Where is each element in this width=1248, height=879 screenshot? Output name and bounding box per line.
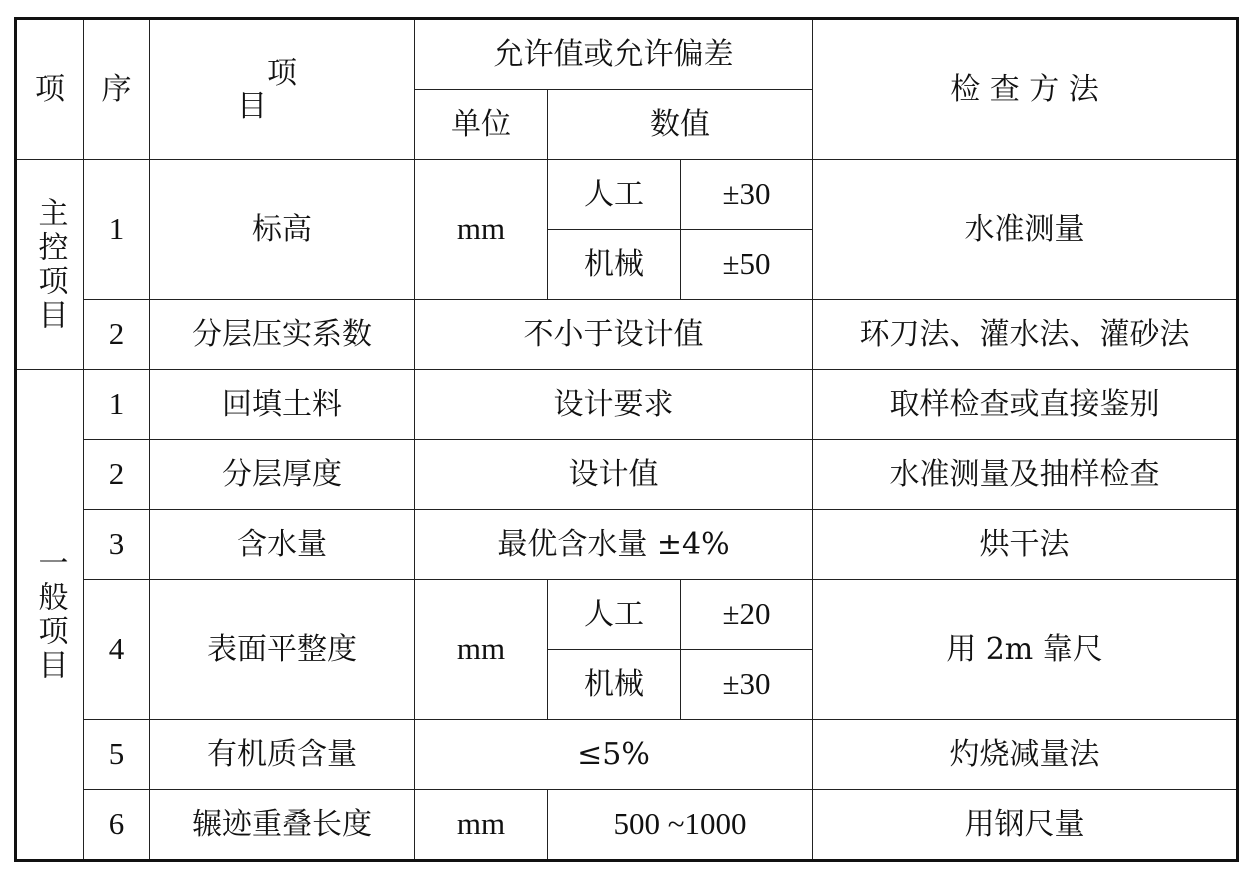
row-method: 用 2m 靠尺 [813, 580, 1238, 720]
row-seq: 2 [84, 440, 150, 510]
row-seq: 1 [84, 370, 150, 440]
row-item: 含水量 [150, 510, 415, 580]
row-value: 最优含水量 ±4% [415, 510, 813, 580]
group-label-general [16, 370, 84, 861]
row-seq: 1 [84, 160, 150, 300]
header-tolerance: 允许值或允许偏差 [415, 19, 813, 90]
header-item-text: 项 目 [237, 55, 447, 124]
row-item: 辗迹重叠长度 [150, 790, 415, 861]
row-unit: mm [415, 790, 548, 861]
row-sub-kind: 机械 [548, 230, 681, 300]
row-item: 分层压实系数 [150, 300, 415, 370]
row-method: 取样检查或直接鉴别 [813, 370, 1238, 440]
row-sub-kind: 机械 [548, 650, 681, 720]
row-unit: mm [415, 160, 548, 300]
table-row [16, 510, 1238, 580]
row-sub-value: ±50 [681, 230, 813, 300]
table-row [16, 440, 1238, 510]
row-sub-value: ±30 [681, 160, 813, 230]
header-category: 项 [16, 19, 84, 160]
row-sub-kind: 人工 [548, 160, 681, 230]
header-row-1 [16, 19, 1238, 90]
row-unit: mm [415, 580, 548, 720]
row-item: 有机质含量 [150, 720, 415, 790]
row-method: 水准测量及抽样检查 [813, 440, 1238, 510]
row-method: 用钢尺量 [813, 790, 1238, 861]
header-seq: 序 [84, 19, 150, 160]
table-row [16, 790, 1238, 861]
row-method: 烘干法 [813, 510, 1238, 580]
row-value: ≤5% [415, 720, 813, 790]
header-value: 数值 [548, 90, 813, 160]
group-label-main [16, 160, 84, 370]
table-row [16, 300, 1238, 370]
row-seq: 4 [84, 580, 150, 720]
table-row [16, 370, 1238, 440]
row-value: 500 ~1000 [548, 790, 813, 861]
row-method: 水准测量 [813, 160, 1238, 300]
header-item [150, 19, 447, 160]
row-sub-value: ±30 [681, 650, 813, 720]
row-item: 标高 [150, 160, 415, 300]
table-row [16, 720, 1238, 790]
row-value: 不小于设计值 [415, 300, 813, 370]
header-unit: 单位 [415, 90, 548, 160]
group-label-general-text: 一般项目 [32, 546, 68, 683]
table-row [16, 580, 1238, 650]
row-sub-kind: 人工 [548, 580, 681, 650]
row-seq: 6 [84, 790, 150, 861]
row-value: 设计值 [415, 440, 813, 510]
group-label-main-text: 主控项目 [32, 196, 68, 333]
row-seq: 3 [84, 510, 150, 580]
row-method: 环刀法、灌水法、灌砂法 [813, 300, 1238, 370]
row-value: 设计要求 [415, 370, 813, 440]
row-method: 灼烧减量法 [813, 720, 1238, 790]
header-method: 检 查 方 法 [813, 19, 1238, 160]
row-item: 回填土料 [150, 370, 415, 440]
inspection-standard-table [14, 17, 1239, 862]
row-sub-value: ±20 [681, 580, 813, 650]
inspection-table-container [14, 17, 1239, 862]
row-seq: 5 [84, 720, 150, 790]
table-row [16, 160, 1238, 230]
row-seq: 2 [84, 300, 150, 370]
row-item: 表面平整度 [150, 580, 415, 720]
row-item: 分层厚度 [150, 440, 415, 510]
